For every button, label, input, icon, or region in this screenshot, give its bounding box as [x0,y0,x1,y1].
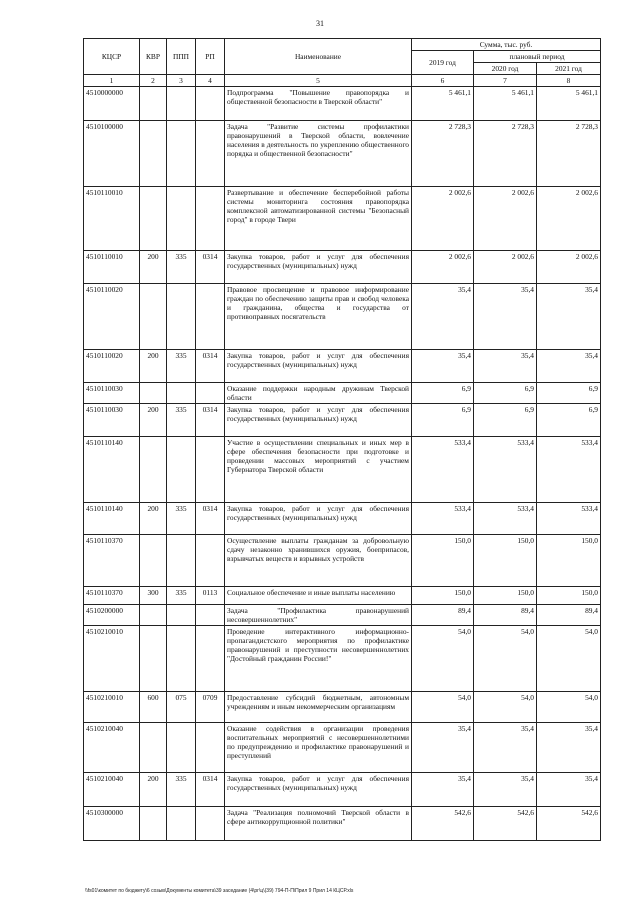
amount-2019-cell: 6,9 [412,383,474,404]
rp-cell [196,284,225,350]
rp-cell [196,605,225,626]
amount-2019-cell: 2 002,6 [412,251,474,284]
column-index-row [84,75,601,87]
col-header-ppp: ППП [167,39,196,75]
amount-2019-cell: 2 002,6 [412,187,474,251]
col-header-kvr: КВР [140,39,167,75]
ppp-cell [167,284,196,350]
kcsr-cell: 4510100000 [84,121,140,187]
name-cell: Оказание содействия в организации проведения воспитательных мероприятий с несовершеннолетними по предупреждению и профилактике правонарушений и преступлений [225,723,412,773]
amount-2021-cell: 35,4 [537,284,601,350]
kvr-cell [140,284,167,350]
name-cell: Оказание поддержки народным дружинам Тверской области [225,383,412,404]
amount-2020-cell: 533,4 [474,503,537,535]
ppp-cell [167,121,196,187]
kvr-cell [140,723,167,773]
name-cell: Закупка товаров, работ и услуг для обеспечения государственных (муниципальных) нужд [225,251,412,284]
column-index-cell: 6 [412,75,474,87]
amount-2019-cell: 35,4 [412,723,474,773]
ppp-cell [167,87,196,121]
kvr-cell: 200 [140,251,167,284]
rp-cell [196,121,225,187]
kcsr-cell: 4510200000 [84,605,140,626]
name-cell: Развертывание и обеспечение бесперебойной работы системы мониторинга состояния правопорядка комплексной автоматизированной системы "Безопасный город" в городе Твери [225,187,412,251]
kcsr-cell: 4510110140 [84,503,140,535]
ppp-cell [167,383,196,404]
kcsr-cell: 4510000000 [84,87,140,121]
kcsr-cell: 4510110370 [84,587,140,605]
kvr-cell [140,187,167,251]
amount-2019-cell: 35,4 [412,773,474,807]
column-index-cell: 4 [196,75,225,87]
kvr-cell [140,87,167,121]
kcsr-cell: 4510300000 [84,807,140,841]
amount-2020-cell: 150,0 [474,535,537,587]
name-cell: Проведение интерактивного информационно-пропагандистского мероприятия по профилактике правонарушений и преступности несовершеннолетних "Достойный гражданин России!" [225,626,412,692]
ppp-cell [167,605,196,626]
amount-2019-cell: 35,4 [412,284,474,350]
amount-2021-cell: 2 002,6 [537,187,601,251]
table-row [84,773,601,807]
column-index-cell: 1 [84,75,140,87]
table-row [84,587,601,605]
name-cell: Закупка товаров, работ и услуг для обеспечения государственных (муниципальных) нужд [225,350,412,383]
amount-2019-cell: 54,0 [412,692,474,723]
column-index-cell: 5 [225,75,412,87]
ppp-cell [167,187,196,251]
ppp-cell: 075 [167,692,196,723]
amount-2020-cell: 5 461,1 [474,87,537,121]
amount-2021-cell: 54,0 [537,626,601,692]
column-index-cell: 3 [167,75,196,87]
amount-2021-cell: 54,0 [537,692,601,723]
amount-2020-cell: 6,9 [474,404,537,437]
table-row [84,284,601,350]
col-header-rp: РП [196,39,225,75]
amount-2021-cell: 533,4 [537,437,601,503]
budget-table [83,38,601,841]
file-path-footer: \\fs01\комитет по бюджету\6 созыв\Документы комитета\39 заседание (4\рг\ц\(39) 794-П-П\Прил 9 Прил 14 КЦСР.xls [85,888,354,894]
amount-2021-cell: 35,4 [537,350,601,383]
col-header-2019: 2019 год [412,51,474,75]
kcsr-cell: 4510210040 [84,723,140,773]
rp-cell [196,383,225,404]
amount-2021-cell: 150,0 [537,587,601,605]
amount-2019-cell: 54,0 [412,626,474,692]
ppp-cell: 335 [167,773,196,807]
rp-cell [196,807,225,841]
table-row [84,605,601,626]
kvr-cell [140,121,167,187]
table-row [84,807,601,841]
rp-cell [196,535,225,587]
name-cell: Закупка товаров, работ и услуг для обеспечения государственных (муниципальных) нужд [225,773,412,807]
rp-cell: 0314 [196,503,225,535]
kvr-cell: 600 [140,692,167,723]
amount-2019-cell: 150,0 [412,535,474,587]
name-cell: Правовое просвещение и правовое информирование граждан по обеспечению защиты прав и свобод человека и гражданина, общества и государства от противоправных посягательств [225,284,412,350]
rp-cell [196,87,225,121]
kvr-cell [140,605,167,626]
kcsr-cell: 4510110370 [84,535,140,587]
ppp-cell [167,723,196,773]
col-header-planned: плановый период [474,51,601,63]
table-row [84,723,601,773]
rp-cell: 0314 [196,350,225,383]
amount-2020-cell: 2 002,6 [474,251,537,284]
kcsr-cell: 4510110030 [84,383,140,404]
amount-2020-cell: 54,0 [474,692,537,723]
col-header-sum: Сумма, тыс. руб. [412,39,601,51]
ppp-cell [167,807,196,841]
col-header-2020: 2020 год [474,63,537,75]
amount-2020-cell: 533,4 [474,437,537,503]
table-row [84,350,601,383]
amount-2021-cell: 2 002,6 [537,251,601,284]
amount-2021-cell: 2 728,3 [537,121,601,187]
amount-2019-cell: 89,4 [412,605,474,626]
amount-2021-cell: 35,4 [537,773,601,807]
ppp-cell: 335 [167,251,196,284]
kvr-cell [140,535,167,587]
page-number: 31 [316,19,324,28]
table-row [84,87,601,121]
amount-2020-cell: 2 002,6 [474,187,537,251]
col-header-name: Наименование [225,39,412,75]
name-cell: Предоставление субсидий бюджетным, автономным учреждениям и иным некоммерческим организациям [225,692,412,723]
amount-2021-cell: 89,4 [537,605,601,626]
amount-2019-cell: 2 728,3 [412,121,474,187]
kcsr-cell: 4510110020 [84,284,140,350]
amount-2020-cell: 6,9 [474,383,537,404]
kcsr-cell: 4510210010 [84,626,140,692]
table-row [84,535,601,587]
amount-2019-cell: 6,9 [412,404,474,437]
amount-2020-cell: 54,0 [474,626,537,692]
amount-2020-cell: 542,6 [474,807,537,841]
table-row [84,626,601,692]
rp-cell [196,187,225,251]
ppp-cell: 335 [167,350,196,383]
kvr-cell: 300 [140,587,167,605]
amount-2020-cell: 35,4 [474,350,537,383]
table-body [84,87,601,841]
amount-2020-cell: 35,4 [474,773,537,807]
amount-2021-cell: 150,0 [537,535,601,587]
ppp-cell [167,535,196,587]
kvr-cell [140,626,167,692]
kcsr-cell: 4510110030 [84,404,140,437]
column-index-cell: 2 [140,75,167,87]
table-row [84,383,601,404]
name-cell: Участие в осуществлении специальных и иных мер в сфере обеспечения безопасности при подготовке и проведении массовых мероприятий с участием Губернатора Тверской области [225,437,412,503]
column-index-cell: 8 [537,75,601,87]
column-index-cell: 7 [474,75,537,87]
amount-2021-cell: 5 461,1 [537,87,601,121]
kcsr-cell: 4510210040 [84,773,140,807]
ppp-cell: 335 [167,404,196,437]
kvr-cell [140,807,167,841]
table-row [84,437,601,503]
rp-cell: 0314 [196,773,225,807]
amount-2021-cell: 6,9 [537,383,601,404]
amount-2020-cell: 150,0 [474,587,537,605]
kvr-cell: 200 [140,404,167,437]
rp-cell: 0113 [196,587,225,605]
kvr-cell: 200 [140,350,167,383]
amount-2019-cell: 533,4 [412,437,474,503]
kvr-cell [140,383,167,404]
rp-cell [196,437,225,503]
amount-2021-cell: 6,9 [537,404,601,437]
name-cell: Задача "Реализация полномочий Тверской области в сфере антикоррупционной политики" [225,807,412,841]
rp-cell [196,626,225,692]
col-header-kcsr: КЦСР [84,39,140,75]
name-cell: Осуществление выплаты гражданам за добровольную сдачу незаконно хранившихся оружия, боеприпасов, взрывчатых веществ и взрывных устройств [225,535,412,587]
amount-2019-cell: 5 461,1 [412,87,474,121]
name-cell: Закупка товаров, работ и услуг для обеспечения государственных (муниципальных) нужд [225,404,412,437]
ppp-cell [167,626,196,692]
name-cell: Задача "Развитие системы профилактики правонарушений в Тверской области, вовлечение населения в деятельность по укреплению общественного порядка и общественной безопасности" [225,121,412,187]
kvr-cell: 200 [140,503,167,535]
ppp-cell [167,437,196,503]
amount-2019-cell: 542,6 [412,807,474,841]
amount-2020-cell: 35,4 [474,723,537,773]
amount-2021-cell: 35,4 [537,723,601,773]
table-row [84,121,601,187]
ppp-cell: 335 [167,587,196,605]
amount-2021-cell: 542,6 [537,807,601,841]
amount-2021-cell: 533,4 [537,503,601,535]
amount-2020-cell: 89,4 [474,605,537,626]
table-row [84,692,601,723]
rp-cell: 0314 [196,251,225,284]
name-cell: Социальное обеспечение и иные выплаты населению [225,587,412,605]
table-row [84,187,601,251]
col-header-2021: 2021 год [537,63,601,75]
amount-2019-cell: 533,4 [412,503,474,535]
kcsr-cell: 4510110140 [84,437,140,503]
rp-cell: 0709 [196,692,225,723]
amount-2020-cell: 35,4 [474,284,537,350]
kvr-cell [140,437,167,503]
amount-2019-cell: 35,4 [412,350,474,383]
kcsr-cell: 4510110010 [84,251,140,284]
rp-cell: 0314 [196,404,225,437]
kcsr-cell: 4510110020 [84,350,140,383]
name-cell: Подпрограмма "Повышение правопорядка и общественной безопасности в Тверской области" [225,87,412,121]
amount-2020-cell: 2 728,3 [474,121,537,187]
name-cell: Задача "Профилактика правонарушений несовершеннолетних" [225,605,412,626]
name-cell: Закупка товаров, работ и услуг для обеспечения государственных (муниципальных) нужд [225,503,412,535]
table-row [84,251,601,284]
kcsr-cell: 4510110010 [84,187,140,251]
rp-cell [196,723,225,773]
ppp-cell: 335 [167,503,196,535]
table-row [84,404,601,437]
kcsr-cell: 4510210010 [84,692,140,723]
kvr-cell: 200 [140,773,167,807]
amount-2019-cell: 150,0 [412,587,474,605]
table-row [84,503,601,535]
